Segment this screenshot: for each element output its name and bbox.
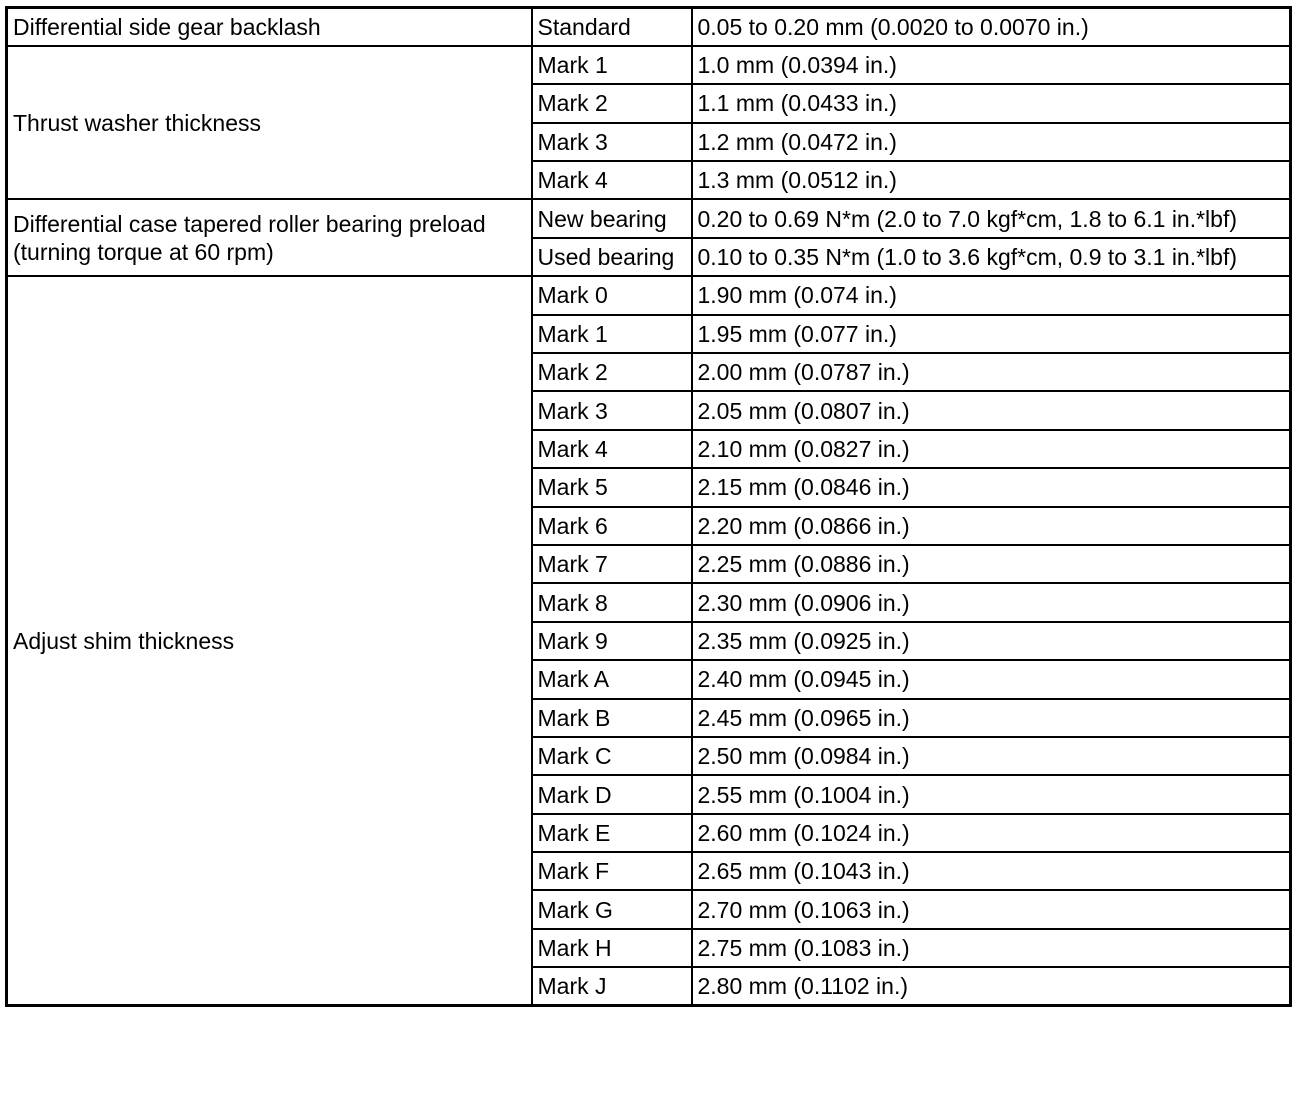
value-cell: 2.60 mm (0.1024 in.) — [692, 814, 1291, 852]
value-cell: 2.30 mm (0.0906 in.) — [692, 583, 1291, 621]
value-cell: 2.20 mm (0.0866 in.) — [692, 507, 1291, 545]
condition-cell: Mark F — [532, 852, 692, 890]
condition-cell: Mark D — [532, 775, 692, 813]
value-cell: 2.70 mm (0.1063 in.) — [692, 890, 1291, 928]
condition-cell: Mark C — [532, 737, 692, 775]
condition-cell: Mark A — [532, 660, 692, 698]
value-cell: 2.45 mm (0.0965 in.) — [692, 699, 1291, 737]
value-cell: 2.75 mm (0.1083 in.) — [692, 929, 1291, 967]
condition-cell: Mark 2 — [532, 353, 692, 391]
value-cell: 1.2 mm (0.0472 in.) — [692, 123, 1291, 161]
condition-cell: Mark 2 — [532, 84, 692, 122]
condition-cell: Mark 5 — [532, 468, 692, 506]
value-cell: 2.00 mm (0.0787 in.) — [692, 353, 1291, 391]
value-cell: 2.80 mm (0.1102 in.) — [692, 967, 1291, 1005]
spec-table-body — [7, 8, 1291, 1006]
condition-cell: Mark H — [532, 929, 692, 967]
condition-cell: Mark 1 — [532, 46, 692, 84]
condition-cell: Mark 4 — [532, 161, 692, 199]
value-cell: 1.3 mm (0.0512 in.) — [692, 161, 1291, 199]
condition-cell: Mark E — [532, 814, 692, 852]
item-cell — [7, 8, 532, 46]
item-label: (turning torque at 60 rpm) — [13, 238, 274, 265]
value-cell: 2.55 mm (0.1004 in.) — [692, 775, 1291, 813]
condition-cell: Mark 3 — [532, 123, 692, 161]
item-cell — [7, 46, 532, 200]
value-cell: 1.95 mm (0.077 in.) — [692, 315, 1291, 353]
condition-cell: Mark B — [532, 699, 692, 737]
value-cell: 0.05 to 0.20 mm (0.0020 to 0.0070 in.) — [692, 8, 1291, 46]
condition-cell: Mark 9 — [532, 622, 692, 660]
table-row — [7, 8, 1291, 46]
value-cell: 2.40 mm (0.0945 in.) — [692, 660, 1291, 698]
condition-cell: Mark G — [532, 890, 692, 928]
condition-cell: Used bearing — [532, 238, 692, 276]
item-label: Differential side gear backlash — [13, 13, 321, 40]
condition-cell: Mark 0 — [532, 276, 692, 314]
value-cell: 0.10 to 0.35 N*m (1.0 to 3.6 kgf*cm, 0.9 to 3.1 in.*lbf) — [692, 238, 1291, 276]
item-cell — [7, 199, 532, 276]
value-cell: 1.1 mm (0.0433 in.) — [692, 84, 1291, 122]
condition-cell: Standard — [532, 8, 692, 46]
condition-cell: New bearing — [532, 199, 692, 237]
value-cell: 2.35 mm (0.0925 in.) — [692, 622, 1291, 660]
condition-cell: Mark 7 — [532, 545, 692, 583]
table-row — [7, 276, 1291, 314]
value-cell: 2.10 mm (0.0827 in.) — [692, 430, 1291, 468]
value-cell: 2.65 mm (0.1043 in.) — [692, 852, 1291, 890]
value-cell: 0.20 to 0.69 N*m (2.0 to 7.0 kgf*cm, 1.8 to 6.1 in.*lbf) — [692, 199, 1291, 237]
value-cell: 2.05 mm (0.0807 in.) — [692, 391, 1291, 429]
condition-cell: Mark 4 — [532, 430, 692, 468]
item-cell — [7, 276, 532, 1005]
condition-cell: Mark 3 — [532, 391, 692, 429]
value-cell: 2.50 mm (0.0984 in.) — [692, 737, 1291, 775]
table-row — [7, 46, 1291, 84]
condition-cell: Mark 8 — [532, 583, 692, 621]
condition-cell: Mark 1 — [532, 315, 692, 353]
item-label: Thrust washer thickness — [13, 109, 261, 136]
value-cell: 2.15 mm (0.0846 in.) — [692, 468, 1291, 506]
table-row — [7, 199, 1291, 237]
condition-cell: Mark 6 — [532, 507, 692, 545]
item-label: Adjust shim thickness — [13, 627, 235, 654]
value-cell: 2.25 mm (0.0886 in.) — [692, 545, 1291, 583]
condition-cell: Mark J — [532, 967, 692, 1005]
item-label: Differential case tapered roller bearing preload — [13, 210, 486, 237]
value-cell: 1.0 mm (0.0394 in.) — [692, 46, 1291, 84]
spec-table — [5, 6, 1292, 1007]
value-cell: 1.90 mm (0.074 in.) — [692, 276, 1291, 314]
